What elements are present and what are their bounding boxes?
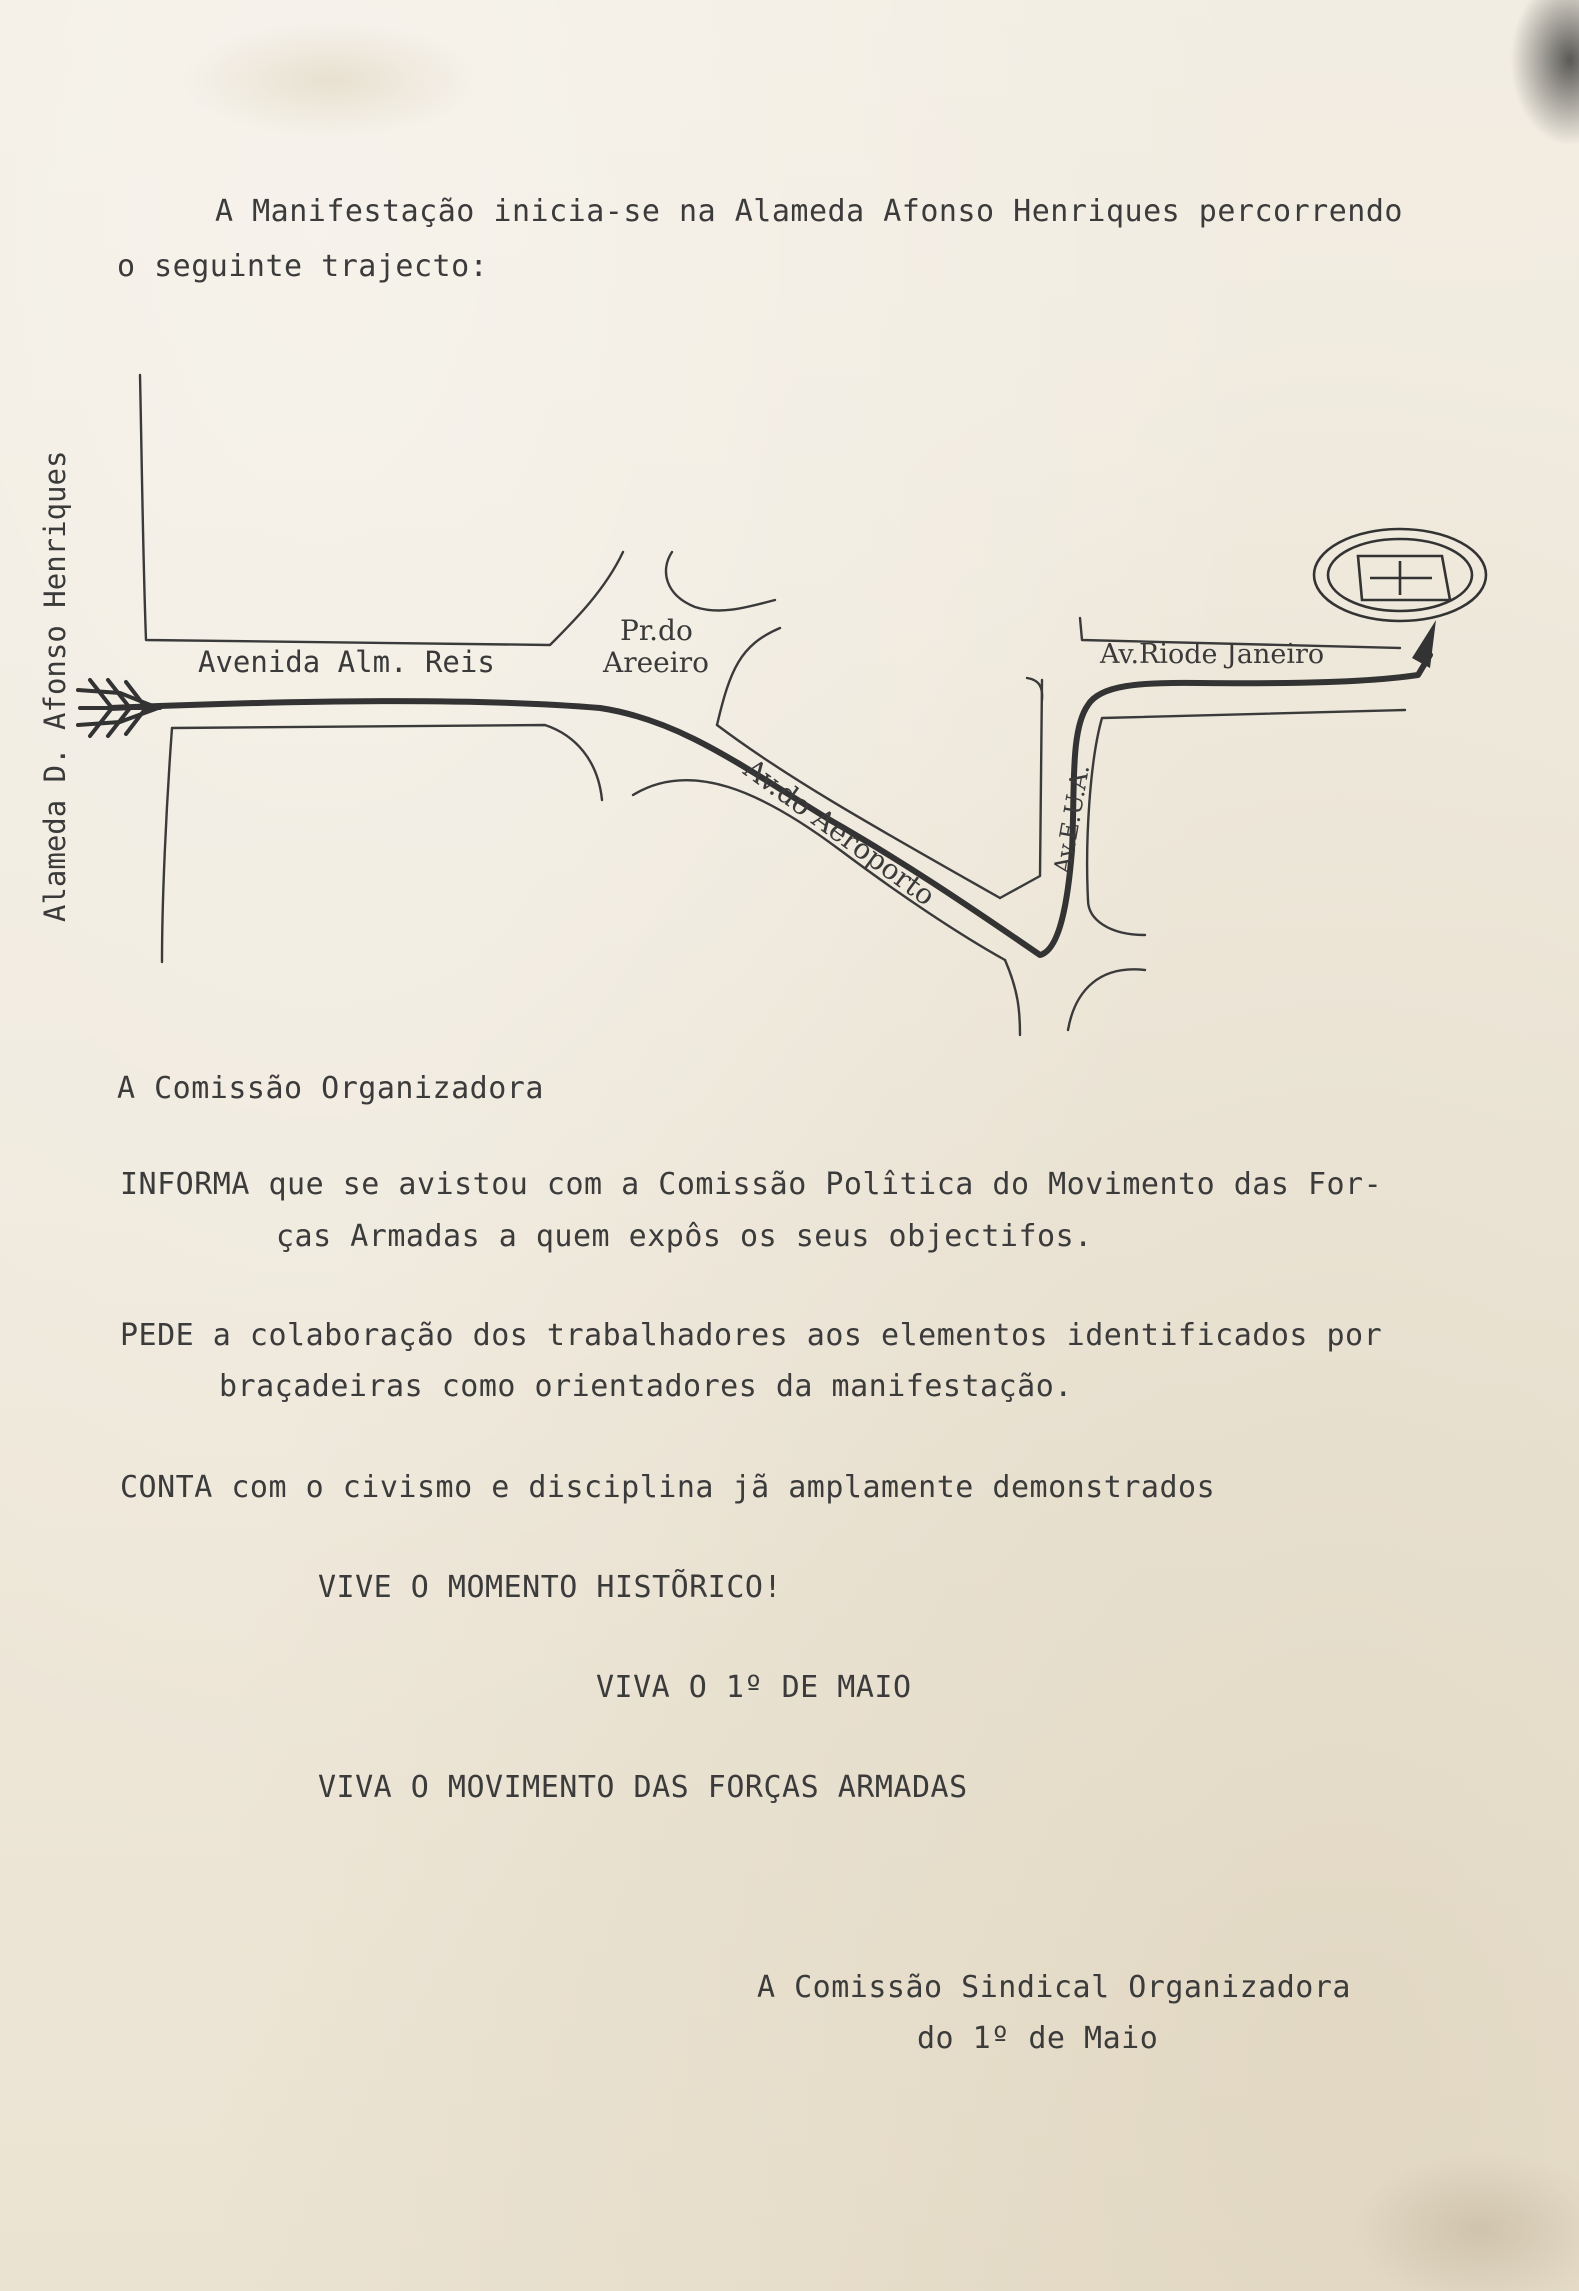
label-av-rio: Av.Riode Janeiro (1100, 639, 1325, 670)
intro-line-2: o seguinte trajecto: (117, 249, 489, 284)
aeroporto-road-edge (1000, 680, 1042, 898)
eua-road-edge (1027, 678, 1042, 700)
rio-road-edge (1087, 710, 1405, 900)
label-av-eua: Av.E.U.A. (1048, 762, 1096, 877)
route-map (0, 0, 1579, 1100)
arrow-tail-icon (78, 680, 160, 736)
slogan-3: VIVA O MOVIMENTO DAS FORÇAS ARMADAS (318, 1770, 968, 1805)
label-praca-areeiro-2: Areeiro (603, 646, 709, 679)
junction-road-edge (1068, 969, 1145, 1030)
alameda-road-edge (140, 375, 623, 645)
junction-road-edge (1088, 900, 1145, 935)
slogan-2: VIVA O 1º DE MAIO (596, 1670, 912, 1705)
aeroporto-road-edge (717, 725, 1000, 898)
alameda-road-edge (162, 728, 172, 962)
slogan-1: VIVE O MOMENTO HISTÕRICO! (318, 1570, 783, 1605)
pede-line-1: PEDE a colaboração dos trabalhadores aos elementos identificados por (120, 1318, 1383, 1353)
destination-arrow-icon (1412, 620, 1436, 668)
stadium-icon (1314, 529, 1486, 621)
pede-line-2: braçadeiras como orientadores da manifestação. (219, 1369, 1073, 1404)
alameda-road-edge (172, 725, 602, 800)
conta-line: CONTA com o civismo e disciplina jã amplamente demonstrados (120, 1470, 1216, 1505)
junction-road-edge (1005, 960, 1020, 1035)
informa-line-2: ças Armadas a quem expôs os seus objectifos. (276, 1219, 1093, 1254)
label-av-aeroporto: Av.do Aeroporto (737, 751, 942, 913)
informa-line-1: INFORMA que se avistou com a Comissão Polîtica do Movimento das For- (120, 1167, 1383, 1202)
label-alameda: Alameda D. Afonso Henriques (38, 450, 72, 922)
areeiro-road-edge (717, 628, 780, 725)
label-praca-areeiro-1: Pr.do (620, 614, 693, 647)
intro-line-1: A Manifestação inicia-se na Alameda Afonso Henriques percorrendo (215, 194, 1403, 229)
label-avenida-reis: Avenida Alm. Reis (198, 645, 495, 679)
areeiro-road-edge (666, 552, 775, 611)
paper-stain (1350, 2150, 1579, 2291)
organizer-heading: A Comissão Organizadora (117, 1071, 544, 1106)
signature-line-1: A Comissão Sindical Organizadora (757, 1970, 1351, 2005)
signature-line-2: do 1º de Maio (917, 2021, 1159, 2056)
